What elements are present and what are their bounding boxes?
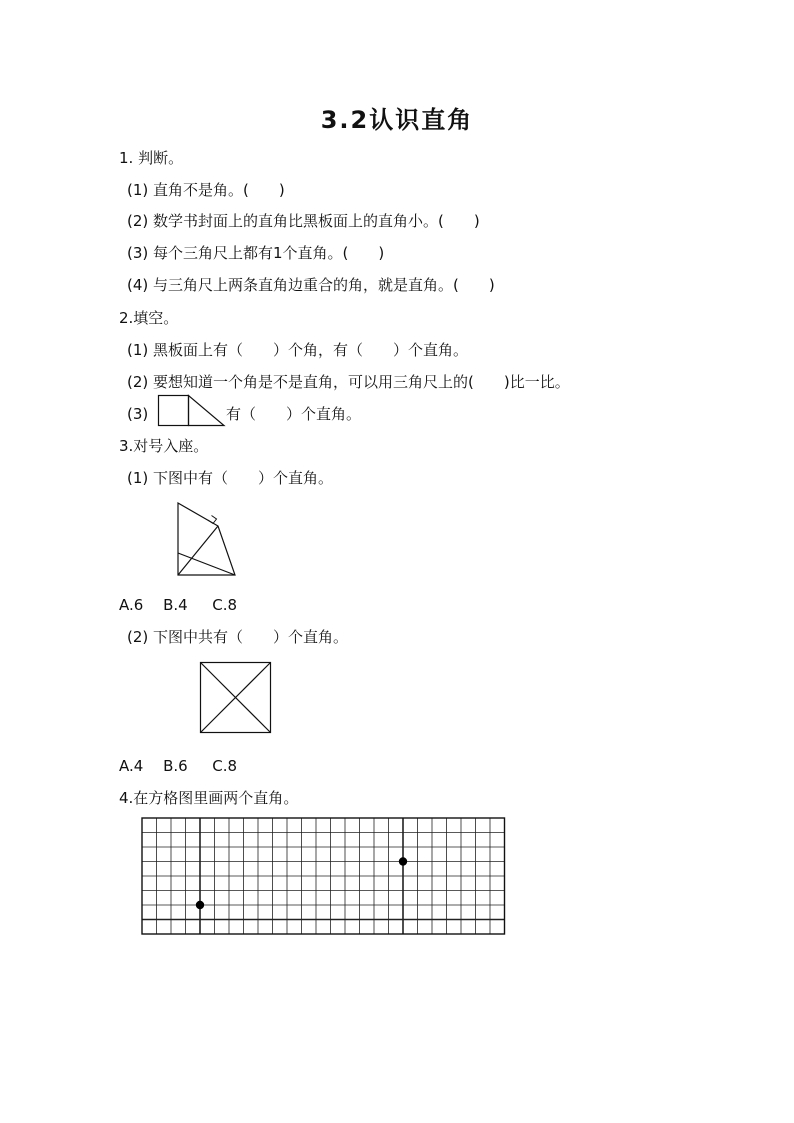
q1-item-4: (4) 与三角尺上两条直角边重合的角，就是直角。( ) [127, 276, 495, 294]
q2-item-3-prefix: (3) [127, 405, 149, 423]
q4-heading: 4.在方格图里画两个直角。 [119, 789, 299, 807]
q1-item-3: (3) 每个三角尺上都有1个直角。( ) [127, 244, 385, 262]
q3-options-2: A.4 B.6 C.8 [119, 757, 238, 775]
q1-item-2: (2) 数学书封面上的直角比黑板面上的直角小。( ) [127, 212, 480, 230]
grid-point [196, 901, 204, 909]
q2-heading: 2.填空。 [119, 309, 179, 327]
q2-item-1: (1) 黑板面上有（ ）个角，有（ ）个直角。 [127, 341, 469, 359]
pentagon-figure [170, 498, 245, 580]
q3-sub-1: (1) 下图中有（ ）个直角。 [127, 469, 334, 487]
q1-heading: 1. 判断。 [119, 149, 184, 167]
square-diagonals-figure [200, 662, 272, 734]
grid-point [399, 857, 407, 865]
page-title: 3.2认识直角 [320, 106, 474, 134]
q3-sub-2: (2) 下图中共有（ ）个直角。 [127, 628, 349, 646]
square-grid[interactable] [142, 818, 508, 936]
q1-item-1: (1) 直角不是角。( ) [127, 181, 285, 199]
q2-item-2: (2) 要想知道一个角是不是直角，可以用三角尺上的( )比一比。 [127, 373, 570, 391]
q2-item-3-suffix: 有（ ）个直角。 [226, 405, 362, 423]
q3-options-1: A.6 B.4 C.8 [119, 596, 238, 614]
q3-heading: 3.对号入座。 [119, 437, 209, 455]
square-triangle-figure [158, 395, 228, 427]
